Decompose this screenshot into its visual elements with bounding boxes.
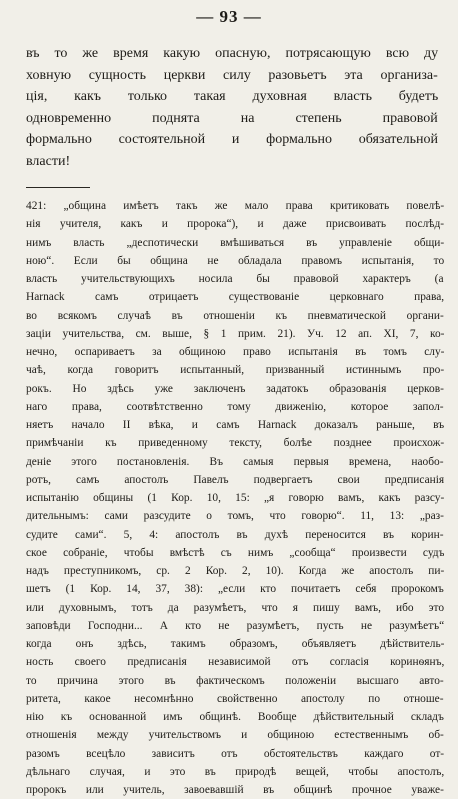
main-text-line: ховную сущность церкви силу разовьетъ эта организа- (26, 67, 438, 83)
footnote-line: разомъ всецѣло зависитъ отъ обстоятельствъ каждаго от- (26, 747, 444, 760)
footnote-line: чаѣ, когда говоритъ испытанный, призванный истиннымъ про- (26, 364, 444, 377)
footnote-line: нимъ власть „деспотически вмѣшиваться въ управленіе общи- (26, 236, 444, 249)
footnote-line: Harnack самъ отрицаетъ существованіе церковнаго права, (26, 291, 444, 304)
footnote-line: или духовнымъ, тотъ да разумѣетъ, что я пишу вамъ, ибо это (26, 601, 444, 614)
footnote-line: примѣчаніи къ приведенному тексту, болѣе позднее происхож- (26, 437, 444, 450)
footnote-line: надъ преступникомъ, ср. 2 Кор. 2, 10). Когда же апостолъ пи- (26, 565, 444, 577)
footnote-line: шетъ (1 Кор. 14, 37, 38): „если кто почитаетъ себя пророкомъ (26, 583, 444, 596)
footnote-line: дѣльнаго случая, и это въ природѣ вещей, чтобы апостолъ, (26, 765, 444, 778)
footnote-line: нія учителя, какъ и пророка“), и даже присвоивать послѣд- (26, 218, 444, 231)
footnote-line: заповѣди Господни... А кто не разумѣетъ, пусть не разумѣетъ“ (26, 619, 444, 632)
footnote-line: ритета, какое несомнѣнно свойственно апостолу по отноше- (26, 692, 444, 705)
footnote-line: нію къ основанной имъ общинѣ. Вообще дѣйствительный складъ (26, 711, 444, 723)
footnote-line: власть учительствующихъ носила бы правовой характеръ (а (26, 273, 444, 285)
footnote-line: ское собраніе, чтобы вмѣстѣ съ нимъ „сообща“ произвести судъ (26, 546, 444, 559)
footnote-line: то причина этого въ фактическомъ положеніи высшаго авто- (26, 674, 444, 687)
footnote-line: няетъ начало II вѣка, и самъ Harnack доказалъ раньше, въ (26, 419, 444, 431)
footnote-line: 421: „община имѣетъ такъ же мало права критиковать повелѣ- (26, 200, 444, 212)
main-text-line: власти! (26, 153, 71, 169)
footnote-line: пророкъ или учитель, завоевавшій въ общинѣ прочное уваже- (26, 784, 444, 796)
footnote-line: нечно, оспариваетъ за общиною право испытанія въ томъ слу- (26, 346, 444, 358)
footnote-line: ность своего предписанія независимой отъ согласія коринѳянъ, (26, 656, 444, 669)
footnote-line: отношенія между учительствомъ и общиною естественнымъ об- (26, 729, 444, 742)
footnote-line: заціи учительства, см. выше, § 1 прим. 21). Уч. 12 ап. XI, 7, ко- (26, 327, 444, 340)
footnote-line: когда онъ здѣсь, такимъ образомъ, объявляетъ дѣйствитель- (26, 638, 444, 650)
footnote-line: судите сами“. 5, 4: апостолъ въ духѣ переносится въ корин- (26, 528, 444, 541)
footnote-line: во всякомъ случаѣ въ отношеніи къ пневматической органи- (26, 309, 444, 322)
footnote-line: деніе этого постановленія. Въ самыя первыя времена, наобо- (26, 455, 444, 468)
footnote (26, 197, 444, 799)
main-text-line: одновременно поднята на степень правовой (26, 110, 438, 126)
footnote-line: ною“. Если бы община не обладала правомъ испытанія, то (26, 254, 444, 267)
footnote-line: ротъ, самъ апостолъ Павелъ подвергаетъ свои предписанія (26, 473, 444, 486)
main-text-line: ція, какъ только такая духовная власть будетъ (26, 89, 439, 104)
main-text-line: формально состоятельной и формально обязательной (26, 132, 438, 147)
footnote-line: наго права, соотвѣтственно тому движенію, которое запол- (26, 400, 444, 413)
footnote-line: рокъ. Но здѣсь уже заключенъ задатокъ образованія церков- (26, 382, 444, 395)
footnote-line: испытанію общины (1 Кор. 10, 15: „я говорю вамъ, какъ разсу- (26, 492, 444, 504)
page-number: — 93 — (196, 7, 262, 26)
main-text-line: въ то же время какую опасную, потрясающую всю ду (26, 46, 439, 61)
footnote-separator (26, 187, 90, 188)
footnote-line: дительнымъ: сами разсудите о томъ, что говорю“. 11, 13: „раз- (26, 510, 444, 523)
main-text (26, 43, 438, 172)
